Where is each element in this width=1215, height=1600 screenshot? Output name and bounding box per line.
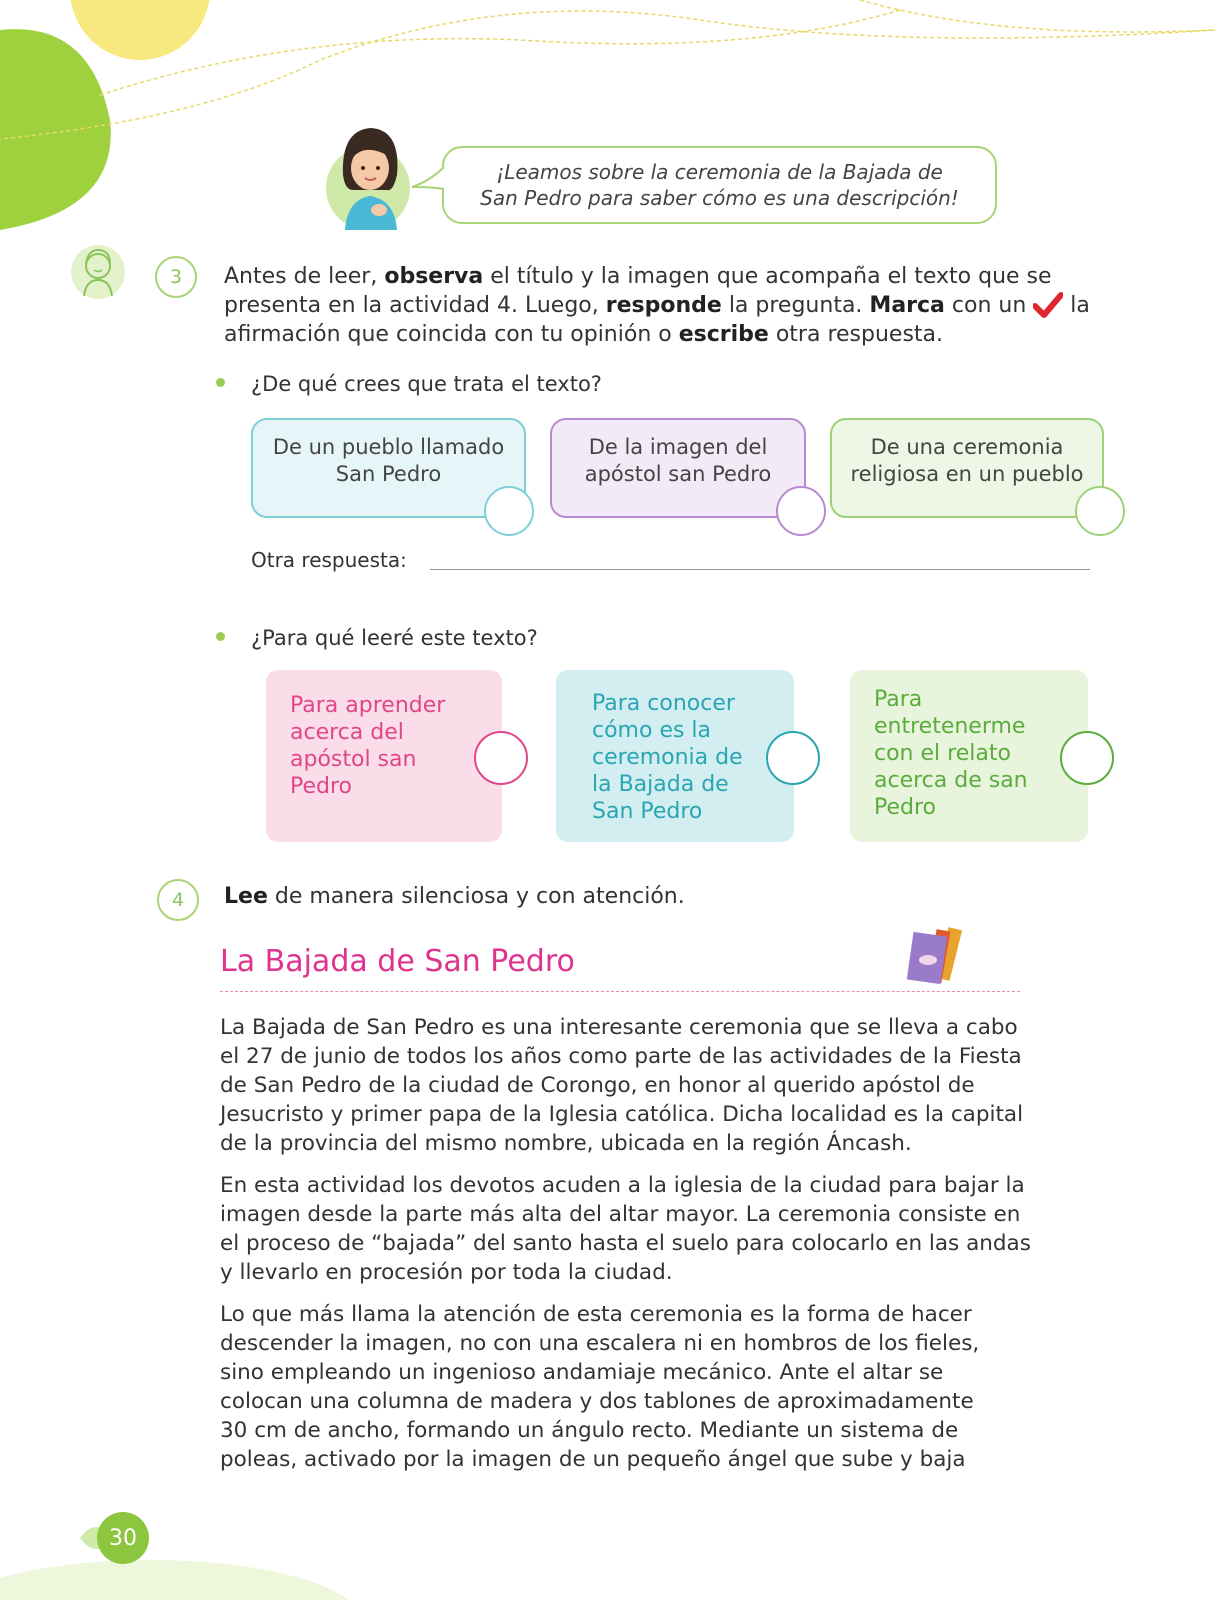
purpose-1-line-3: apóstol san [290, 747, 417, 772]
purpose-2-line-3: ceremonia de [592, 745, 743, 770]
question-2-text: ¿Para qué leeré este texto? [251, 626, 538, 650]
instr-bold-responde: responde [605, 293, 722, 318]
bullet-dot [216, 632, 225, 641]
bubble-tail [410, 165, 450, 195]
purpose-3-line-4: acerca de san [874, 768, 1028, 793]
option-1-line-1: De un pueblo llamado [272, 435, 505, 459]
p1-line-3: de San Pedro de la ciudad de Corongo, en honor al querido apóstol de [220, 1073, 975, 1098]
purpose-card-2 [556, 670, 794, 842]
activity-4-text: de manera silenciosa y con atención. [267, 884, 685, 909]
instr-text-3: la pregunta. [721, 293, 870, 318]
bubble-line-2: San Pedro para saber cómo es una descripción! [480, 186, 959, 210]
purpose-2-line-2: cómo es la [592, 718, 712, 743]
purpose-3-line-5: Pedro [874, 795, 937, 820]
option-1-line-2: San Pedro [335, 462, 442, 486]
option-1-checkbox[interactable] [484, 486, 534, 536]
instr-bold-escribe: escribe [678, 322, 769, 347]
p3-line-2: descender la imagen, no con una escalera ni en hombros de los fieles, [220, 1331, 980, 1356]
instr-text-5: la afirmación que coincida con tu opinión o [224, 293, 1090, 347]
books-icon [902, 924, 978, 986]
instr-text-1: Antes de leer, [224, 264, 385, 289]
purpose-2-checkbox[interactable] [766, 731, 820, 785]
purpose-1-checkbox[interactable] [474, 731, 528, 785]
instr-text-4: con un [944, 293, 1034, 318]
p1-line-4: Jesucristo y primer papa de la Iglesia católica. Dicha localidad es la capital [220, 1102, 1024, 1127]
purpose-2-line-1: Para conocer [592, 691, 735, 716]
other-answer-label: Otra respuesta: [251, 548, 407, 572]
instr-bold-marca: Marca [869, 293, 945, 318]
option-2-line-2: apóstol san Pedro [584, 462, 772, 486]
reading-paragraph-3 [220, 1300, 1070, 1474]
instr-text-2: el título y la imagen que acompaña el texto que se presenta en la actividad 4. Luego, [224, 264, 1052, 318]
title-divider [220, 991, 1020, 992]
p1-line-5: de la provincia del mismo nombre, ubicada en la región Áncash. [220, 1131, 912, 1156]
activity-3-instructions [224, 262, 1104, 349]
purpose-3-line-3: con el relato [874, 741, 1011, 766]
option-card-3 [830, 418, 1104, 518]
purpose-3-line-2: entretenerme [874, 714, 1026, 739]
reading-paragraph-2 [220, 1171, 1070, 1287]
p2-line-2: imagen desde la parte más alta del altar mayor. La ceremonia consiste en [220, 1202, 1021, 1227]
option-3-line-2: religiosa en un pueblo [850, 462, 1084, 486]
option-3-line-1: De una ceremonia [870, 435, 1064, 459]
activity-4-instruction [224, 884, 685, 909]
instr-bold-observa: observa [384, 264, 484, 289]
p3-line-1: Lo que más llama la atención de esta ceremonia es la forma de hacer [220, 1302, 972, 1327]
p1-line-2: el 27 de junio de todos los años como parte de las actividades de la Fiesta [220, 1044, 1022, 1069]
p3-line-4: colocan una columna de madera y dos tablones de aproximadamente [220, 1389, 974, 1414]
p3-line-5: 30 cm de ancho, formando un ángulo recto. Mediante un sistema de [220, 1418, 959, 1443]
purpose-card-3 [850, 670, 1088, 842]
other-answer-line[interactable] [430, 568, 1090, 570]
option-card-2 [550, 418, 806, 518]
p2-line-4: y llevarlo en procesión por toda la ciudad. [220, 1260, 673, 1285]
bullet-dot [216, 378, 225, 387]
bubble-line-1: ¡Leamos sobre la ceremonia de la Bajada de [496, 160, 943, 184]
option-2-checkbox[interactable] [776, 486, 826, 536]
purpose-1-line-4: Pedro [290, 774, 353, 799]
instr-text-6: otra respuesta. [768, 322, 944, 347]
reader-face-icon [70, 242, 126, 300]
question-1 [216, 372, 602, 396]
p2-line-3: el proceso de “bajada” del santo hasta el suelo para colocarlo en las andas [220, 1231, 1031, 1256]
p3-line-6: poleas, activado por la imagen de un pequeño ángel que sube y baja [220, 1447, 966, 1472]
p3-line-3: sino empleando un ingenioso andamiaje mecánico. Ante el altar se [220, 1360, 944, 1385]
page-number: 30 [97, 1512, 149, 1564]
p2-line-1: En esta actividad los devotos acuden a la iglesia de la ciudad para bajar la [220, 1173, 1025, 1198]
activity-4-number: 4 [157, 879, 199, 921]
question-2 [216, 626, 538, 650]
purpose-1-line-1: Para aprender [290, 693, 446, 718]
purpose-card-1 [266, 670, 502, 842]
instr-bold-lee: Lee [224, 884, 268, 909]
red-check-icon [1033, 292, 1063, 318]
purpose-3-checkbox[interactable] [1060, 731, 1114, 785]
reading-paragraph-1 [220, 1013, 1070, 1158]
question-1-text: ¿De qué crees que trata el texto? [251, 372, 602, 396]
option-3-checkbox[interactable] [1075, 486, 1125, 536]
option-2-line-1: De la imagen del [588, 435, 768, 459]
reading-title: La Bajada de San Pedro [220, 944, 575, 979]
purpose-3-line-1: Para [874, 687, 923, 712]
purpose-2-line-5: San Pedro [592, 799, 703, 824]
purpose-2-line-4: la Bajada de [592, 772, 729, 797]
p1-line-1: La Bajada de San Pedro es una interesante ceremonia que se lleva a cabo [220, 1015, 1018, 1040]
activity-3-number: 3 [155, 256, 197, 298]
purpose-1-line-2: acerca del [290, 720, 404, 745]
girl-illustration-icon [323, 120, 418, 232]
speech-bubble [442, 146, 997, 224]
